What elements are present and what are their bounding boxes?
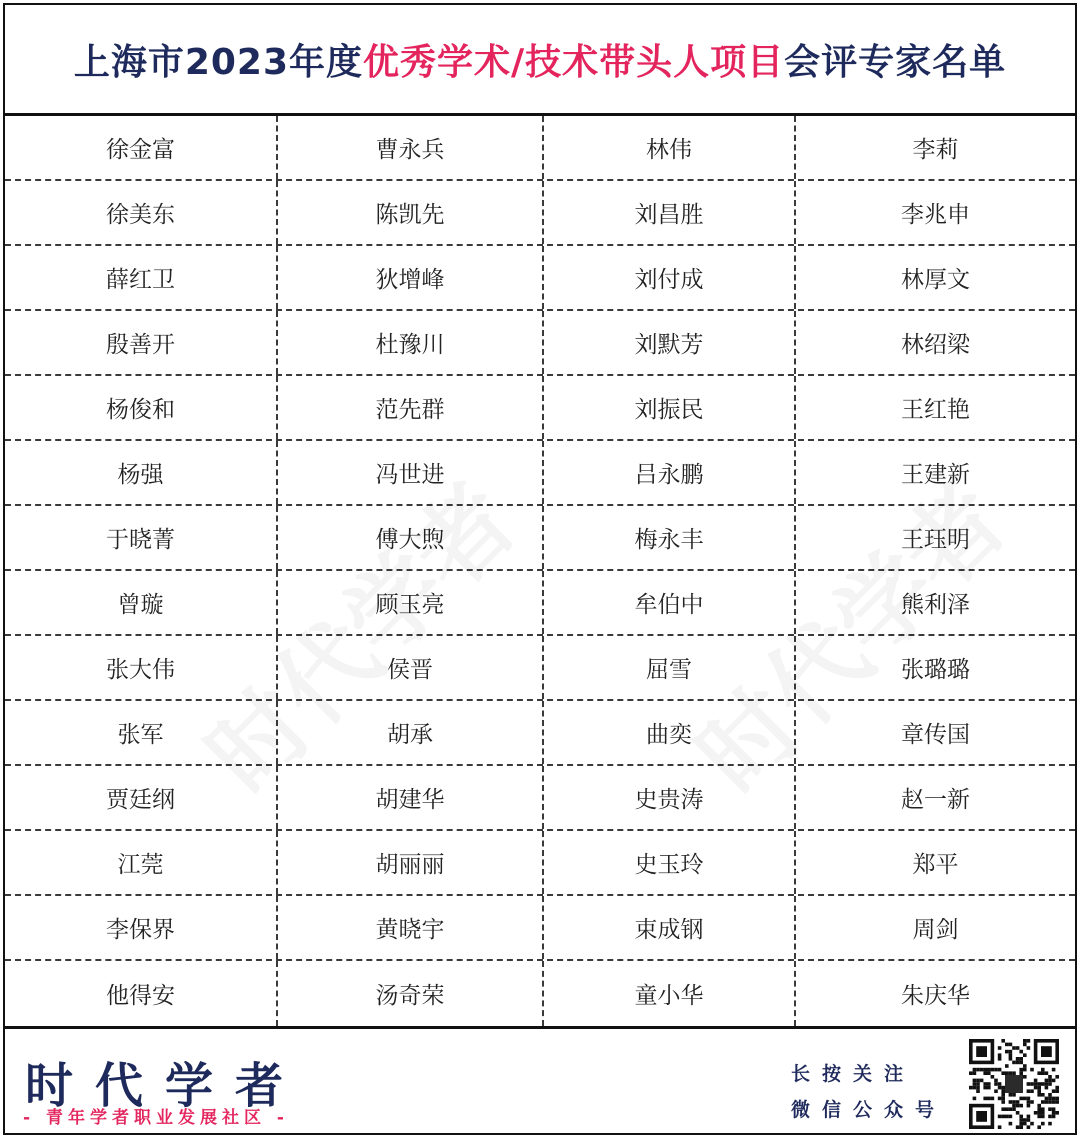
- poster-frame: [3, 3, 1077, 1135]
- table-row: [5, 766, 1075, 831]
- expert-name-cell: 林绍梁: [901, 332, 970, 358]
- expert-name-cell: 冯世进: [278, 441, 544, 504]
- expert-name-cell: 黄晓宇: [278, 896, 544, 959]
- title-prefix: 上海市2023年度: [73, 41, 364, 83]
- expert-name-cell: 束成钢: [544, 896, 796, 959]
- table-row: [5, 311, 1075, 376]
- expert-name-cell: 杨俊和: [5, 376, 278, 439]
- expert-name-cell: 胡承: [278, 701, 544, 764]
- expert-name-cell: 汤奇荣: [278, 961, 544, 1026]
- table-row: [5, 506, 1075, 571]
- expert-name-cell: 郑平: [912, 852, 959, 878]
- expert-name-cell: 屈雪: [544, 636, 796, 699]
- table-row: [5, 896, 1075, 961]
- expert-name-cell: 林伟: [544, 116, 796, 179]
- expert-name-cell: 于晓菁: [5, 506, 278, 569]
- title-suffix: 会评专家名单: [784, 41, 1007, 83]
- expert-name-cell: 牟伯中: [544, 571, 796, 634]
- expert-name-cell: 顾玉亮: [278, 571, 544, 634]
- page-title: [5, 5, 1075, 116]
- expert-name-cell: 童小华: [544, 961, 796, 1026]
- expert-name-cell: 陈凯先: [278, 181, 544, 244]
- expert-name-cell: 张璐璐: [901, 657, 970, 683]
- expert-name-cell: 吕永鹏: [544, 441, 796, 504]
- footer: [5, 1026, 1075, 1133]
- expert-name-cell: 曹永兵: [278, 116, 544, 179]
- expert-name-cell: 刘昌胜: [544, 181, 796, 244]
- table-row: [5, 571, 1075, 636]
- expert-name-cell: 曾璇: [5, 571, 278, 634]
- expert-name-cell: 熊利泽: [901, 592, 970, 618]
- expert-name-cell: 杜豫川: [278, 311, 544, 374]
- expert-name-cell: 狄增峰: [278, 246, 544, 309]
- expert-name-cell: 刘付成: [544, 246, 796, 309]
- expert-name-cell: 刘振民: [544, 376, 796, 439]
- expert-name-cell: 胡丽丽: [278, 831, 544, 894]
- expert-name-cell: 王珏明: [901, 527, 970, 553]
- expert-table: [5, 116, 1075, 1026]
- expert-name-cell: 张大伟: [5, 636, 278, 699]
- brand-logo-text: 时代学者: [25, 1058, 306, 1114]
- follow-line2: 微信公众号: [791, 1099, 947, 1121]
- expert-name-cell: 刘默芳: [544, 311, 796, 374]
- expert-name-cell: 他得安: [5, 961, 278, 1026]
- qr-code-icon[interactable]: [967, 1039, 1061, 1129]
- expert-name-cell: 史玉玲: [544, 831, 796, 894]
- expert-name-cell: 侯晋: [278, 636, 544, 699]
- expert-name-cell: 徐金富: [5, 116, 278, 179]
- title-highlight: 优秀学术/技术带头人项目: [363, 41, 785, 83]
- expert-name-cell: 林厚文: [901, 267, 970, 293]
- table-row: [5, 701, 1075, 766]
- expert-name-cell: 傅大煦: [278, 506, 544, 569]
- expert-name-cell: 章传国: [901, 722, 970, 748]
- expert-name-cell: 李莉: [912, 137, 959, 163]
- expert-name-cell: 江莞: [5, 831, 278, 894]
- expert-name-cell: 梅永丰: [544, 506, 796, 569]
- brand-slogan: - 青年学者职业发展社区 -: [23, 1108, 289, 1128]
- table-row: [5, 246, 1075, 311]
- follow-line1: 长按关注: [791, 1063, 916, 1085]
- expert-name-cell: 薛红卫: [5, 246, 278, 309]
- expert-name-cell: 殷善开: [5, 311, 278, 374]
- table-row: [5, 441, 1075, 506]
- expert-name-cell: 周剑: [912, 917, 959, 943]
- expert-name-cell: 范先群: [278, 376, 544, 439]
- expert-name-cell: 李保界: [5, 896, 278, 959]
- table-row: [5, 376, 1075, 441]
- expert-name-cell: 王红艳: [901, 397, 970, 423]
- table-row: [5, 636, 1075, 701]
- expert-name-cell: 曲奕: [544, 701, 796, 764]
- expert-name-cell: 赵一新: [901, 787, 970, 813]
- expert-name-cell: 徐美东: [5, 181, 278, 244]
- table-row: [5, 831, 1075, 896]
- expert-name-cell: 王建新: [901, 462, 970, 488]
- expert-name-cell: 胡建华: [278, 766, 544, 829]
- table-row: [5, 961, 1075, 1026]
- expert-name-cell: 贾廷纲: [5, 766, 278, 829]
- table-row: [5, 116, 1075, 181]
- expert-name-cell: 杨强: [5, 441, 278, 504]
- expert-name-cell: 朱庆华: [901, 983, 970, 1009]
- table-row: [5, 181, 1075, 246]
- expert-name-cell: 史贵涛: [544, 766, 796, 829]
- expert-name-cell: 张军: [5, 701, 278, 764]
- expert-name-cell: 李兆申: [901, 202, 970, 228]
